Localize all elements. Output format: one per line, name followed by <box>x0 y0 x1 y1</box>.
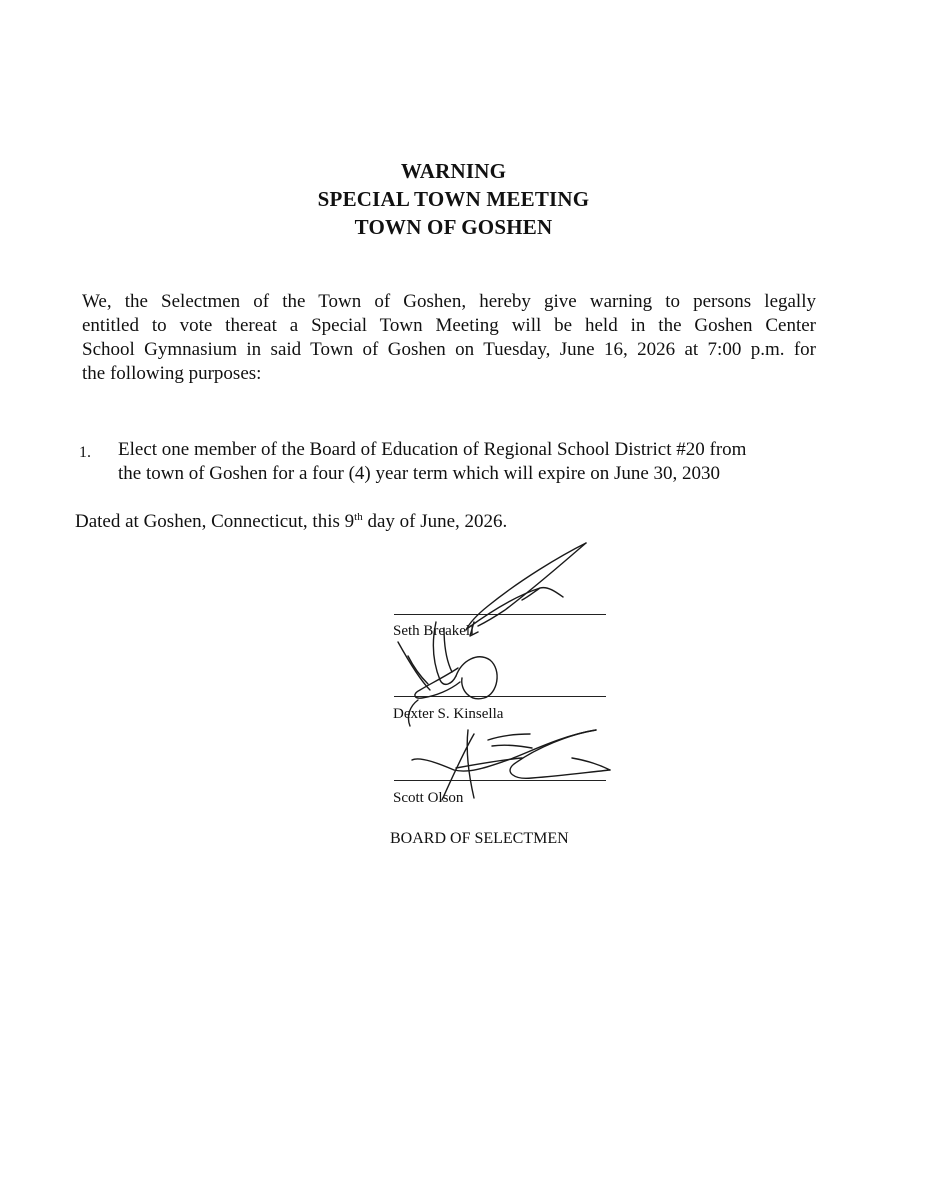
intro-paragraph <box>82 290 816 386</box>
dated-text-end: day of June, 2026. <box>362 511 508 532</box>
signer-name: Dexter S. Kinsella <box>393 706 504 722</box>
intro-line: the following purposes: <box>82 363 262 384</box>
dated-superscript: th <box>354 511 363 523</box>
item-number: 1. <box>79 444 91 461</box>
signature-line <box>394 696 606 697</box>
intro-line: School Gymnasium in said Town of Goshen on Tuesday, June 16, 2026 at 7:00 p.m. for <box>82 339 816 360</box>
intro-line: entitled to vote thereat a Special Town Meeting will be held in the Goshen Center <box>82 315 816 336</box>
intro-line: We, the Selectmen of the Town of Goshen, hereby give warning to persons legally <box>82 291 816 312</box>
board-label: BOARD OF SELECTMEN <box>390 830 569 847</box>
heading-town: TOWN OF GOSHEN <box>354 215 553 239</box>
heading-warning: WARNING <box>400 159 507 183</box>
item-line: Elect one member of the Board of Education of Regional School District #20 from <box>118 439 747 460</box>
signer-name: Scott Olson <box>393 790 464 806</box>
signature-mark <box>466 543 586 636</box>
signature-line <box>394 614 606 615</box>
item-text <box>118 438 838 486</box>
signer-name: Seth Breakell <box>393 623 475 639</box>
dated-text: Dated at Goshen, Connecticut, this 9 <box>75 511 355 532</box>
item-line: the town of Goshen for a four (4) year term which will expire on June 30, 2030 <box>118 463 721 484</box>
dated-line <box>75 510 507 534</box>
heading-meeting: SPECIAL TOWN MEETING <box>317 187 590 211</box>
signature-line <box>394 780 606 781</box>
